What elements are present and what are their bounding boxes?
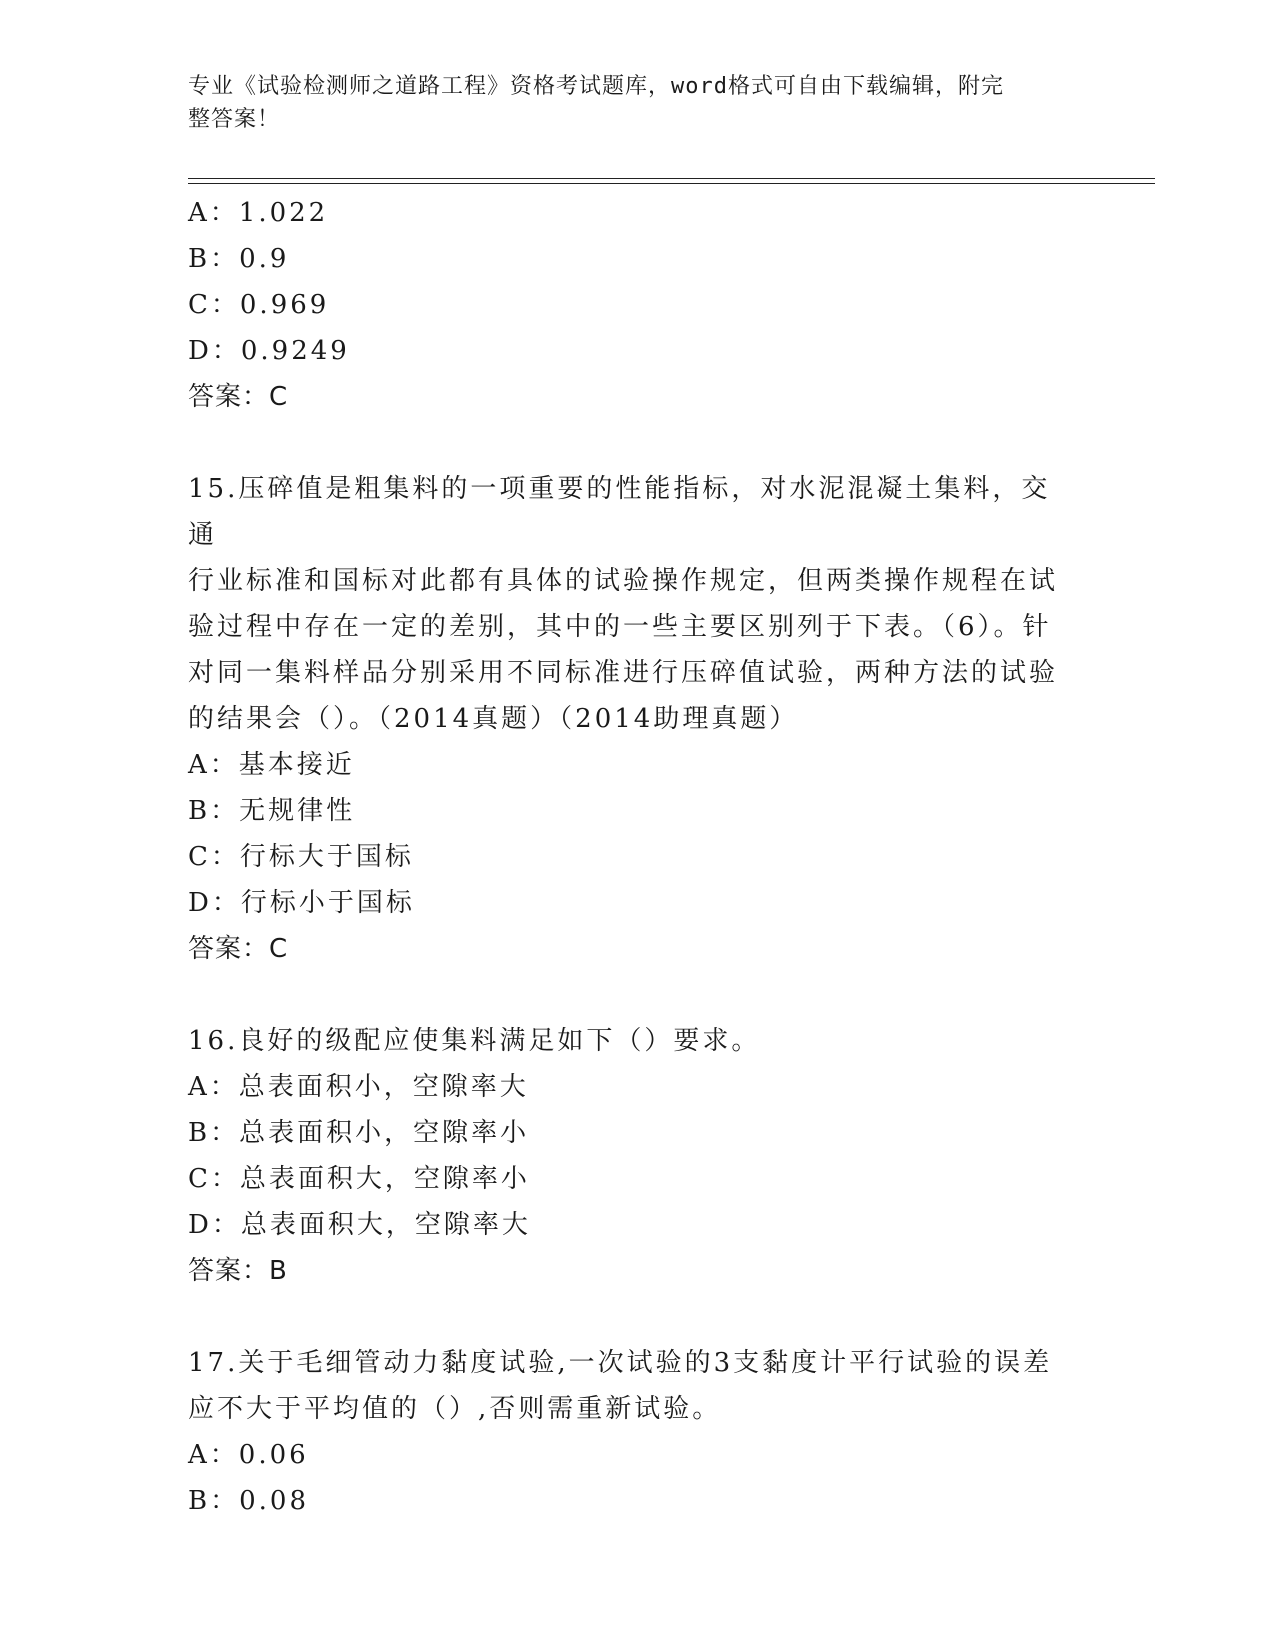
question-17-block [188,1340,1068,1524]
option-b: B：0.08 [188,1486,309,1516]
question-text-line: 17.关于毛细管动力黏度试验,一次试验的3支黏度计平行试验的误差 [188,1348,1053,1378]
option-d: D：0.9249 [188,336,350,366]
document-header [188,70,1068,136]
option-d: D：总表面积大，空隙率大 [188,1210,531,1240]
option-d: D：行标小于国标 [188,888,415,918]
question-text-line: 行业标准和国标对此都有具体的试验操作规定，但两类操作规程在试 [188,566,1059,596]
option-a: A：1.022 [188,198,329,228]
question-16-block [188,1018,1068,1294]
option-c: C：总表面积大，空隙率小 [188,1164,530,1194]
option-b: B：总表面积小，空隙率小 [188,1118,530,1148]
question-14-block [188,190,1068,420]
question-text-line: 的结果会（）。（2014真题）（2014助理真题） [188,704,799,734]
option-a: A：0.06 [188,1440,309,1470]
option-c: C：行标大于国标 [188,842,414,872]
header-divider-top [188,178,1155,179]
answer-text: 答案：C [188,382,289,412]
question-15-block [188,466,1068,972]
option-a: A：总表面积小，空隙率大 [188,1072,529,1102]
header-divider-bottom [188,183,1155,184]
header-line-1: 专业《试验检测师之道路工程》资格考试题库，word格式可自由下载编辑，附完 [188,74,1004,99]
answer-text: 答案：B [188,1256,288,1286]
option-c: C：0.969 [188,290,330,320]
spacer [188,972,1068,1018]
question-text-line: 16.良好的级配应使集料满足如下（）要求。 [188,1026,761,1056]
spacer [188,420,1068,466]
question-text-line: 验过程中存在一定的差别，其中的一些主要区别列于下表。（6）。针 [188,612,1052,642]
question-text-line: 应不大于平均值的（）,否则需重新试验。 [188,1394,722,1424]
question-text-line: 对同一集料样品分别采用不同标准进行压碎值试验，两种方法的试验 [188,658,1059,688]
header-line-2: 整答案！ [188,107,281,132]
answer-text: 答案：C [188,934,289,964]
option-a: A：基本接近 [188,750,355,780]
option-b: B：0.9 [188,244,290,274]
spacer [188,1294,1068,1340]
question-text-line: 15.压碎值是粗集料的一项重要的性能指标，对水泥混凝土集料，交通 [188,474,1051,550]
question-content [188,190,1068,1524]
option-b: B：无规律性 [188,796,356,826]
